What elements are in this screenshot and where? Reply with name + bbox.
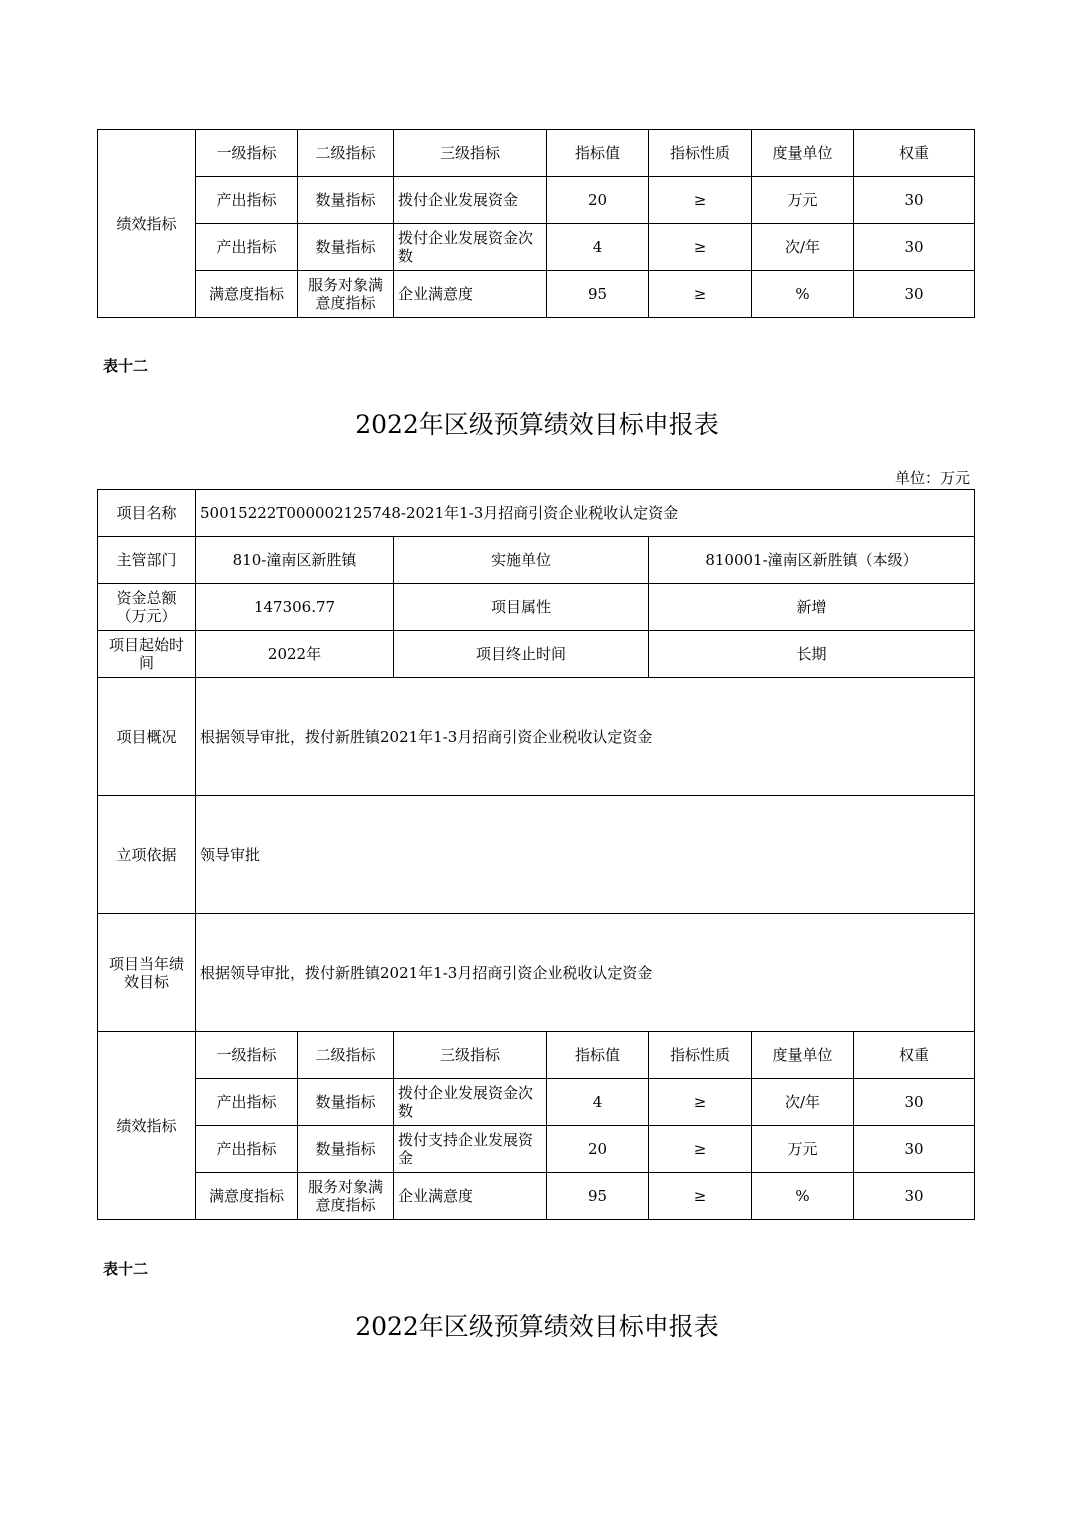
cell: 万元: [752, 1126, 854, 1173]
cell: 30: [854, 1079, 975, 1126]
cell: ≥: [649, 1079, 752, 1126]
top-performance-table: [97, 129, 975, 318]
funds-label: 资金总额（万元）: [98, 584, 196, 631]
goal-label: 项目当年绩效目标: [98, 914, 196, 1032]
header-cell: 权重: [854, 1032, 975, 1079]
project-name-label: 项目名称: [98, 490, 196, 537]
header-cell: 指标值: [547, 130, 649, 177]
cell: 4: [547, 224, 649, 271]
cell: ≥: [649, 1126, 752, 1173]
cell: 产出指标: [196, 1079, 298, 1126]
cell: 95: [547, 1173, 649, 1220]
cell: ≥: [649, 271, 752, 318]
cell: 产出指标: [196, 177, 298, 224]
start-value: 2022年: [196, 631, 394, 678]
cell: 30: [854, 177, 975, 224]
table-label: 表十二: [103, 357, 149, 375]
cell: 95: [547, 271, 649, 318]
cell: 30: [854, 1126, 975, 1173]
cell: 服务对象满意度指标: [298, 271, 394, 318]
header-cell: 指标性质: [649, 1032, 752, 1079]
table-row: [98, 271, 975, 318]
cell: 满意度指标: [196, 1173, 298, 1220]
basis-label: 立项依据: [98, 796, 196, 914]
end-value: 长期: [649, 631, 975, 678]
cell: 数量指标: [298, 1079, 394, 1126]
cell: 企业满意度: [394, 1173, 547, 1220]
project-name-value: 50015222T000002125748-2021年1-3月招商引资企业税收认定资金: [196, 490, 975, 537]
cell: ≥: [649, 1173, 752, 1220]
cell: %: [752, 1173, 854, 1220]
cell: ≥: [649, 177, 752, 224]
declaration-table: [97, 489, 975, 1220]
start-label: 项目起始时间: [98, 631, 196, 678]
header-cell: 三级指标: [394, 130, 547, 177]
cell: 服务对象满意度指标: [298, 1173, 394, 1220]
table-row: [98, 1126, 975, 1173]
header-cell: 二级指标: [298, 130, 394, 177]
dept-label: 主管部门: [98, 537, 196, 584]
page-title: 2022年区级预算绩效目标申报表: [355, 1312, 719, 1341]
attr-label: 项目属性: [394, 584, 649, 631]
header-cell: 指标性质: [649, 130, 752, 177]
dept-value: 810-潼南区新胜镇: [196, 537, 394, 584]
cell: 产出指标: [196, 1126, 298, 1173]
cell: %: [752, 271, 854, 318]
table-row: [98, 1173, 975, 1220]
header-cell: 三级指标: [394, 1032, 547, 1079]
perf-group-label: 绩效指标: [98, 1032, 196, 1220]
perf-group-label: 绩效指标: [98, 130, 196, 318]
end-label: 项目终止时间: [394, 631, 649, 678]
overview-value: 根据领导审批，拨付新胜镇2021年1-3月招商引资企业税收认定资金: [196, 678, 975, 796]
cell: 万元: [752, 177, 854, 224]
table-row: [98, 1079, 975, 1126]
cell: 4: [547, 1079, 649, 1126]
header-cell: 权重: [854, 130, 975, 177]
table-row: [98, 224, 975, 271]
cell: 20: [547, 177, 649, 224]
cell: 30: [854, 1173, 975, 1220]
cell: 次/年: [752, 1079, 854, 1126]
cell: 产出指标: [196, 224, 298, 271]
cell: 数量指标: [298, 224, 394, 271]
cell: 30: [854, 224, 975, 271]
header-cell: 一级指标: [196, 1032, 298, 1079]
impl-label: 实施单位: [394, 537, 649, 584]
overview-label: 项目概况: [98, 678, 196, 796]
cell: 拨付支持企业发展资金: [394, 1126, 547, 1173]
cell: 次/年: [752, 224, 854, 271]
unit-label: 单位：万元: [894, 469, 970, 487]
cell: 数量指标: [298, 1126, 394, 1173]
cell: 满意度指标: [196, 271, 298, 318]
attr-value: 新增: [649, 584, 975, 631]
cell: 20: [547, 1126, 649, 1173]
cell: 数量指标: [298, 177, 394, 224]
cell: 拨付企业发展资金次数: [394, 1079, 547, 1126]
cell: 30: [854, 271, 975, 318]
header-cell: 二级指标: [298, 1032, 394, 1079]
funds-value: 147306.77: [196, 584, 394, 631]
impl-value: 810001-潼南区新胜镇（本级）: [649, 537, 975, 584]
cell: 拨付企业发展资金: [394, 177, 547, 224]
table-label: 表十二: [103, 1260, 149, 1278]
cell: ≥: [649, 224, 752, 271]
header-cell: 一级指标: [196, 130, 298, 177]
basis-value: 领导审批: [196, 796, 975, 914]
header-cell: 指标值: [547, 1032, 649, 1079]
table-row: [98, 177, 975, 224]
header-cell: 度量单位: [752, 130, 854, 177]
page-title: 2022年区级预算绩效目标申报表: [355, 410, 719, 439]
cell: 拨付企业发展资金次数: [394, 224, 547, 271]
cell: 企业满意度: [394, 271, 547, 318]
header-cell: 度量单位: [752, 1032, 854, 1079]
goal-value: 根据领导审批，拨付新胜镇2021年1-3月招商引资企业税收认定资金: [196, 914, 975, 1032]
